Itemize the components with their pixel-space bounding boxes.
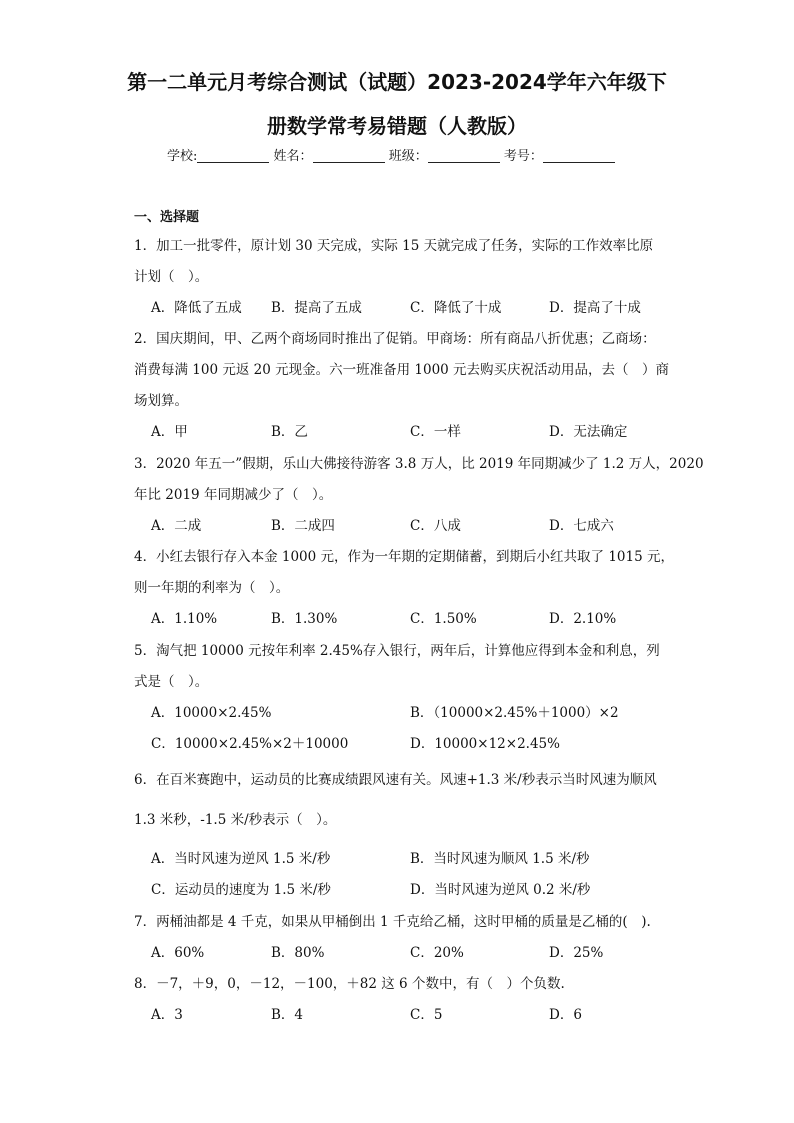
option-d[interactable]: D．当时风速为逆风 0.2 米/秒 — [410, 882, 591, 898]
option-d[interactable]: D．2.10% — [549, 611, 617, 627]
option-c[interactable]: C．八成 — [410, 518, 461, 534]
class-label: 班级： — [388, 149, 428, 164]
option-c[interactable]: C．5 — [410, 1007, 443, 1023]
option-c[interactable]: C．运动员的速度为 1.5 米/秒 — [151, 882, 331, 898]
question-text-line: 8．－7，＋9，0，－12，－100，＋82 这 6 个数中，有（ ）个负数. — [134, 976, 565, 992]
exam-title-line-2: 册数学常考易错题（人教版） — [267, 114, 527, 138]
option-d[interactable]: D．提高了十成 — [549, 300, 641, 316]
question-text-line: 则一年期的利率为（ ）。 — [134, 580, 290, 596]
question-text-line: 2．国庆期间，甲、乙两个商场同时推出了促销。甲商场：所有商品八折优惠；乙商场： — [134, 331, 656, 347]
option-b[interactable]: B．当时风速为顺风 1.5 米/秒 — [410, 851, 590, 867]
question-text-line: 6．在百米赛跑中，运动员的比赛成绩跟风速有关。风速+1.3 米/秒表示当时风速为顺风 — [134, 772, 657, 788]
option-d[interactable]: D．6 — [549, 1007, 582, 1023]
question-text-line: 计划（ ）。 — [134, 269, 209, 285]
option-b[interactable]: B．乙 — [271, 424, 308, 440]
question-text-line: 场划算。 — [134, 393, 188, 409]
question-text-line: 3．2020 年五一”假期，乐山大佛接待游客 3.8 万人，比 2019 年同期减少了 1.2 万人，2020 — [134, 456, 704, 472]
class-blank[interactable] — [428, 148, 500, 163]
option-c[interactable]: C．降低了十成 — [410, 300, 502, 316]
question-text-line: 式是（ ）。 — [134, 674, 209, 690]
option-d[interactable]: D．25% — [549, 945, 604, 961]
question-text-line: 消费每满 100 元返 20 元现金。六一班准备用 1000 元去购买庆祝活动用品，去（ ）商 — [134, 362, 670, 378]
exam-title-line-1: 第一二单元月考综合测试（试题）2023-2024学年六年级下 — [127, 70, 667, 94]
option-c[interactable]: C．一样 — [410, 424, 461, 440]
exam-number-blank[interactable] — [543, 148, 615, 163]
school-blank[interactable] — [197, 148, 269, 163]
option-b[interactable]: B．提高了五成 — [271, 300, 362, 316]
question-text-line: 1.3 米秒，-1.5 米/秒表示（ ）。 — [134, 812, 337, 828]
exam-number-label: 考号： — [503, 149, 543, 164]
option-b[interactable]: B．二成四 — [271, 518, 335, 534]
option-a[interactable]: A．甲 — [151, 424, 188, 440]
question-text-line: 1．加工一批零件，原计划 30 天完成，实际 15 天就完成了任务，实际的工作效率比原 — [134, 238, 654, 254]
question-text-line: 5．淘气把 10000 元按年利率 2.45%存入银行，两年后，计算他应得到本金和利息，列 — [134, 643, 660, 659]
option-c[interactable]: C．10000×2.45%×2＋10000 — [151, 736, 349, 752]
name-blank[interactable] — [313, 148, 385, 163]
name-label: 姓名： — [273, 149, 313, 164]
question-text-line: 4．小红去银行存入本金 1000 元，作为一年期的定期储蓄，到期后小红共取了 1015 元， — [134, 549, 674, 565]
option-a[interactable]: A．二成 — [151, 518, 202, 534]
option-a[interactable]: A．降低了五成 — [151, 300, 242, 316]
option-b[interactable]: B．4 — [271, 1007, 304, 1023]
option-b[interactable]: B．80% — [271, 945, 325, 961]
option-d[interactable]: D．10000×12×2.45% — [410, 736, 560, 752]
question-text-line: 7．两桶油都是 4 千克，如果从甲桶倒出 1 千克给乙桶，这时甲桶的质量是乙桶的( ). — [134, 914, 651, 930]
option-a[interactable]: A．1.10% — [151, 611, 218, 627]
option-b[interactable]: B．（10000×2.45%＋1000）×2 — [410, 705, 619, 721]
section-title: 一、选择题 — [134, 210, 200, 225]
option-a[interactable]: A．3 — [151, 1007, 183, 1023]
option-d[interactable]: D．无法确定 — [549, 424, 628, 440]
option-d[interactable]: D．七成六 — [549, 518, 614, 534]
option-a[interactable]: A．当时风速为逆风 1.5 米/秒 — [151, 851, 331, 867]
option-a[interactable]: A．10000×2.45% — [151, 705, 272, 721]
student-info-row — [167, 145, 615, 164]
question-text-line: 年比 2019 年同期减少了（ ）。 — [134, 487, 333, 503]
school-label: 学校: — [167, 149, 198, 164]
option-c[interactable]: C．20% — [410, 945, 464, 961]
option-b[interactable]: B．1.30% — [271, 611, 338, 627]
option-a[interactable]: A．60% — [151, 945, 205, 961]
option-c[interactable]: C．1.50% — [410, 611, 477, 627]
